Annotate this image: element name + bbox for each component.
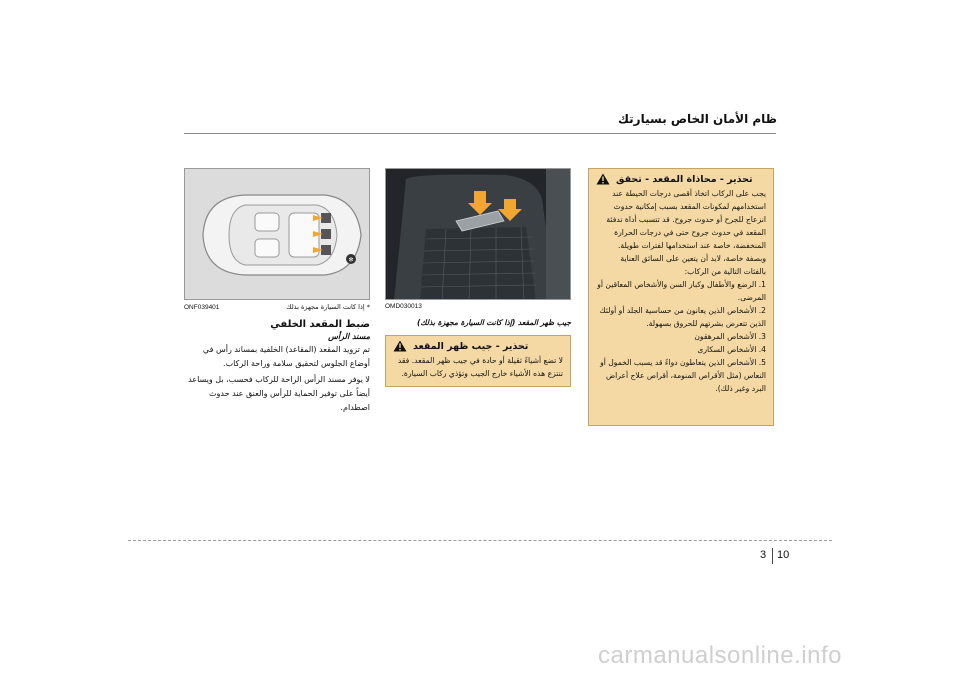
warning-list-item: 2. الأشخاص الذين يعانون من حساسية الجلد أو أولئك الذين تتعرض بشرتهم للحروق بسهولة. [599,306,766,328]
car-seat-diagram [184,168,370,300]
warning-triangle-icon [596,173,610,185]
left-image-code: ONF039401 [184,303,220,311]
warning-text-seatback-pocket: لا تضع أشياءً ثقيلة أو حادة في جيب ظهر المقعد. فقد تنتزع هذه الأشياء خارج الجيب وتؤذي ركاب السيارة. [397,356,563,378]
seatback-pocket-photo [385,168,571,300]
warning-list-item: 1. الرضع والأطفال وكبار السن والأشخاص المعاقين أو المرضى. [597,280,766,302]
footer-separator [772,548,773,564]
left-paragraph-1: تم تزويد المقعد (المقاعد) الخلفية بمساند رأس في أوضاع الجلوس لتحقيق سلامة وراحة الركاب. [202,345,370,368]
warning-box-seat-heater [588,168,774,426]
page-header-title: ظام الأمان الخاص بسيارتك [618,112,777,126]
warning-header [393,340,563,352]
svg-text:✻: ✻ [348,256,354,264]
page-number: 10 [777,549,790,561]
warning-triangle-icon [393,340,407,352]
warning-intro-seat-heater: يجب على الركاب اتخاذ أقصى درجات الحيطة عند استخدامهم لمكونات المقعد بسبب إمكانية حدوث انزعاج للجرح أو حدوث جروح. قد تتسبب أداة تدفئة المقعد في حدوث جروح حتى في درجات الحرارة المنخفضة، خاصة عند استخدامها لفترات طويلة. وبصفة خاصة، لابد أن يتعين على السائق العناية بالفئات التالية من الركاب: [606,189,766,276]
left-image-caption: * إذا كانت السيارة مجهزة بذلك [286,303,370,311]
section-title-rear-seat: ضبط المقعد الخلفي [270,319,370,330]
chapter-number: 3 [760,549,767,561]
seatback-pocket-illustration [386,169,571,300]
footer-divider [128,540,832,541]
left-column [184,168,370,415]
warning-title-seat-heater: تحذير - محاذاة المقعد - تحقق [616,173,753,185]
car-top-view-illustration [185,169,370,300]
warning-title-seatback-pocket: تحذير - جيب ظهر المقعد [413,340,529,352]
warning-list-item: 4. الأشخاص السكارى [697,345,766,354]
left-image-caption-row [184,303,370,311]
middle-image-code: OMD030013 [385,303,422,310]
section-subtitle-headrest: مسند الرأس [328,332,370,341]
seatback-pocket-caption: جيب ظهر المقعد (إذا كانت السيارة مجهزة بذلك) [416,318,571,327]
warning-header-seat-heater [596,173,766,185]
middle-column [385,168,571,387]
warning-list-item: 3. الأشخاص المرهقون [694,332,766,341]
header-divider [184,133,776,134]
watermark: carmanualsonline.info [598,642,842,669]
middle-image-caption-row [385,303,571,310]
warning-list-item: 5. الأشخاص الذين يتعاطون دواءً قد يسبب الخمول أو النعاس (مثل الأقراص المنومة، أقراص علاج أعراض البرد وغير ذلك). [600,358,766,393]
warning-box-seatback-pocket [385,335,571,387]
left-paragraph-2: لا يوفر مسند الرأس الراحة للركاب فحسب، بل ويساعد أيضاً على توفير الحماية للرأس والعنق عند حدوث اصطدام. [188,375,370,412]
right-column [588,168,774,426]
